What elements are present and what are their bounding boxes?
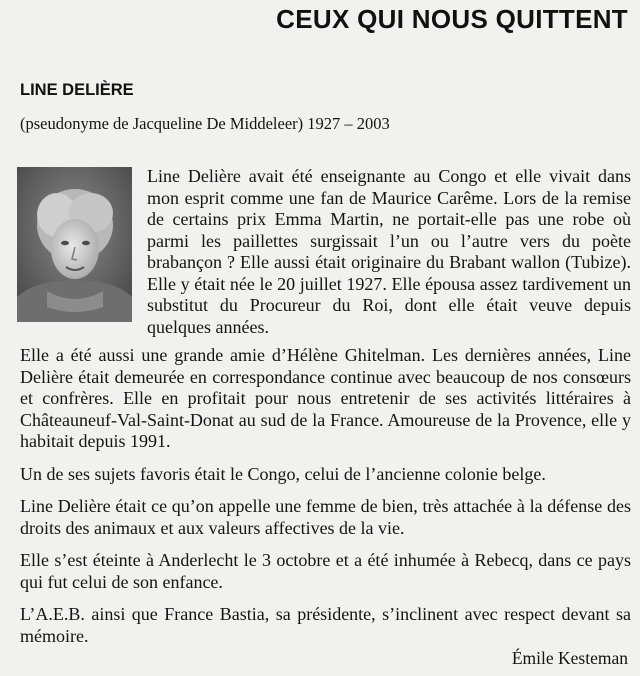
paragraph-values: Line Delière était ce qu’on appelle une femme de bien, très attachée à la défense des droits des animaux et aux valeurs affectives de la vie. — [20, 496, 631, 538]
intro-paragraph: Line Delière avait été enseignante au Congo et elle vivait dans mon esprit comme une fan de Maurice Carême. Lors de la remise de certains prix Emma Martin, ne portait-elle pas une robe où parmi les paillettes surgissait l’un ou l’autre vers du poète brabançon ? Elle aussi était originaire du Brabant wallon (Tubize). Elle y était née le 20 juillet 1927. Elle épousa assez tardivement un substitut du Procureur du Roi, dont elle était veuve depuis quelques années. — [147, 166, 631, 337]
author-signature: Émile Kesteman — [511, 648, 628, 668]
paragraph-congo: Un de ses sujets favoris était le Congo, celui de l’ancienne colonie belge. — [20, 463, 546, 484]
article-subtitle: (pseudonyme de Jacqueline De Middeleer) 1927 – 2003 — [20, 114, 390, 133]
paragraph-tribute: L’A.E.B. ainsi que France Bastia, sa présidente, s’inclinent avec respect devant sa mémoire. — [20, 604, 631, 646]
portrait-image — [17, 167, 132, 322]
article-name-heading: LINE DELIÈRE — [20, 81, 134, 99]
paragraph-death: Elle s’est éteinte à Anderlecht le 3 octobre et a été inhumée à Rebecq, dans ce pays qui fut celui de son enfance. — [20, 550, 631, 592]
article-body — [20, 345, 631, 658]
page-title: CEUX QUI NOUS QUITTENT — [276, 4, 628, 34]
paragraph-friendship: Elle a été aussi une grande amie d’Hélène Ghitelman. Les dernières années, Line Delière était demeurée en correspondance continue avec beaucoup de nos consœurs et confrères. Elle en profitait pour nous entretenir de ses activités littéraires à Châteauneuf-Val-Saint-Donat au sud de la France. Amoureuse de la Provence, elle y habitait depuis 1991. — [20, 345, 631, 451]
portrait-photo — [17, 167, 132, 322]
